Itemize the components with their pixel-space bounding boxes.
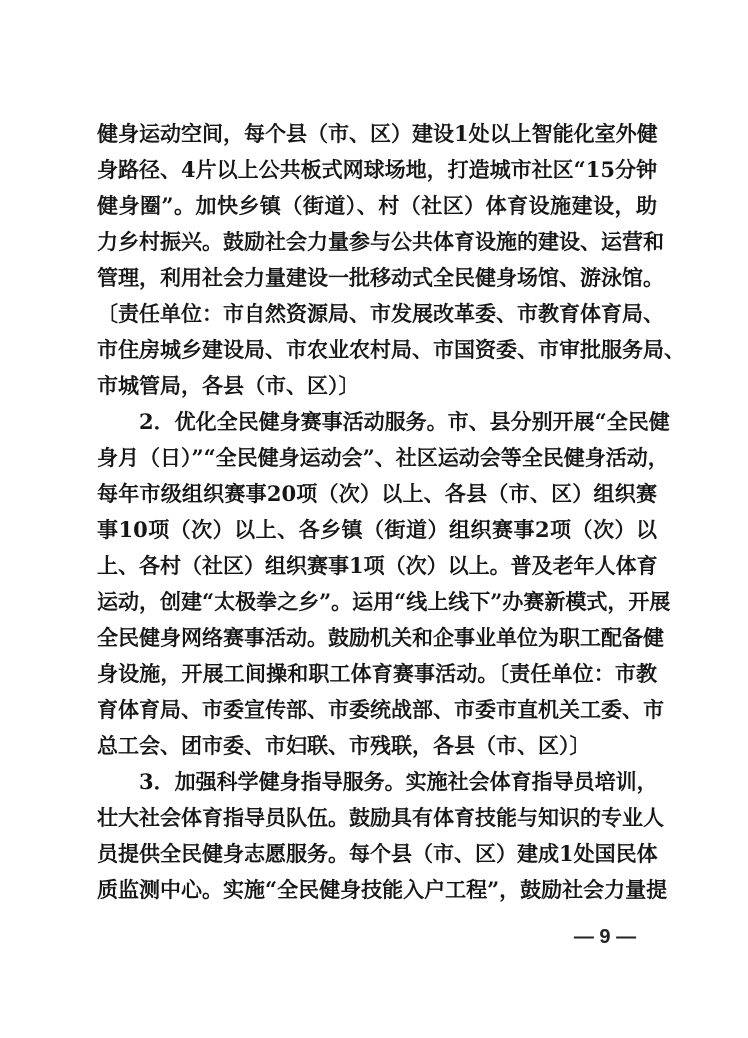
section-heading-3: 3．加强科学健身指导服务。实施社会体育指导员培训， [139, 769, 658, 794]
text-line: 运动，创建“太极拳之乡”。运用“线上线下”办赛新模式，开展 [97, 589, 671, 614]
text-line: 健身圈”。加快乡镇（街道）、村（社区）体育设施建设，助 [97, 193, 657, 218]
text-line: 市住房城乡建设局、市农业农村局、市国资委、市审批服务局、 [97, 337, 685, 362]
text-line: 全民健身网络赛事活动。鼓励机关和企事业单位为职工配备健 [97, 625, 664, 650]
text-line: 身月（日）”“全民健身运动会”、社区运动会等全民健身活动， [97, 445, 669, 470]
text-line: 管理，利用社会力量建设一批移动式全民健身场馆、游泳馆。 [97, 265, 664, 290]
page-number: — 9 — [573, 926, 637, 948]
text-line: 质监测中心。实施“全民健身技能入户工程”，鼓励社会力量提 [97, 877, 668, 902]
text-line: 壮大社会体育指导员队伍。鼓励具有体育技能与知识的专业人 [97, 805, 664, 830]
text-line: 每年市级组织赛事20项（次）以上、各县（市、区）组织赛 [97, 481, 657, 506]
text-line: 育体育局、市委宣传部、市委统战部、市委市直机关工委、市 [97, 697, 664, 722]
text-line: 身设施，开展工间操和职工体育赛事活动。〔责任单位：市教 [97, 661, 657, 686]
section-heading-2: 2．优化全民健身赛事活动服务。市、县分别开展“全民健 [139, 409, 670, 434]
text-line: 总工会、团市委、市妇联、市残联，各县（市、区）〕 [97, 733, 591, 758]
text-line: 市城管局，各县（市、区）〕 [97, 373, 360, 398]
text-line: 〔责任单位：市自然资源局、市发展改革委、市教育体育局、 [97, 301, 664, 326]
text-line: 事10项（次）以上、各乡镇（街道）组织赛事2项（次）以 [97, 517, 657, 542]
text-line: 健身运动空间，每个县（市、区）建设1处以上智能化室外健 [97, 121, 658, 146]
text-line: 身路径、4片以上公共板式网球场地，打造城市社区“15分钟 [97, 157, 657, 182]
text-line: 力乡村振兴。鼓励社会力量参与公共体育设施的建设、运营和 [97, 229, 664, 254]
text-line: 员提供全民健身志愿服务。每个县（市、区）建成1处国民体 [97, 841, 658, 866]
text-line: 上、各村（社区）组织赛事1项（次）以上。普及老年人体育 [97, 553, 658, 578]
body-text [97, 116, 685, 908]
